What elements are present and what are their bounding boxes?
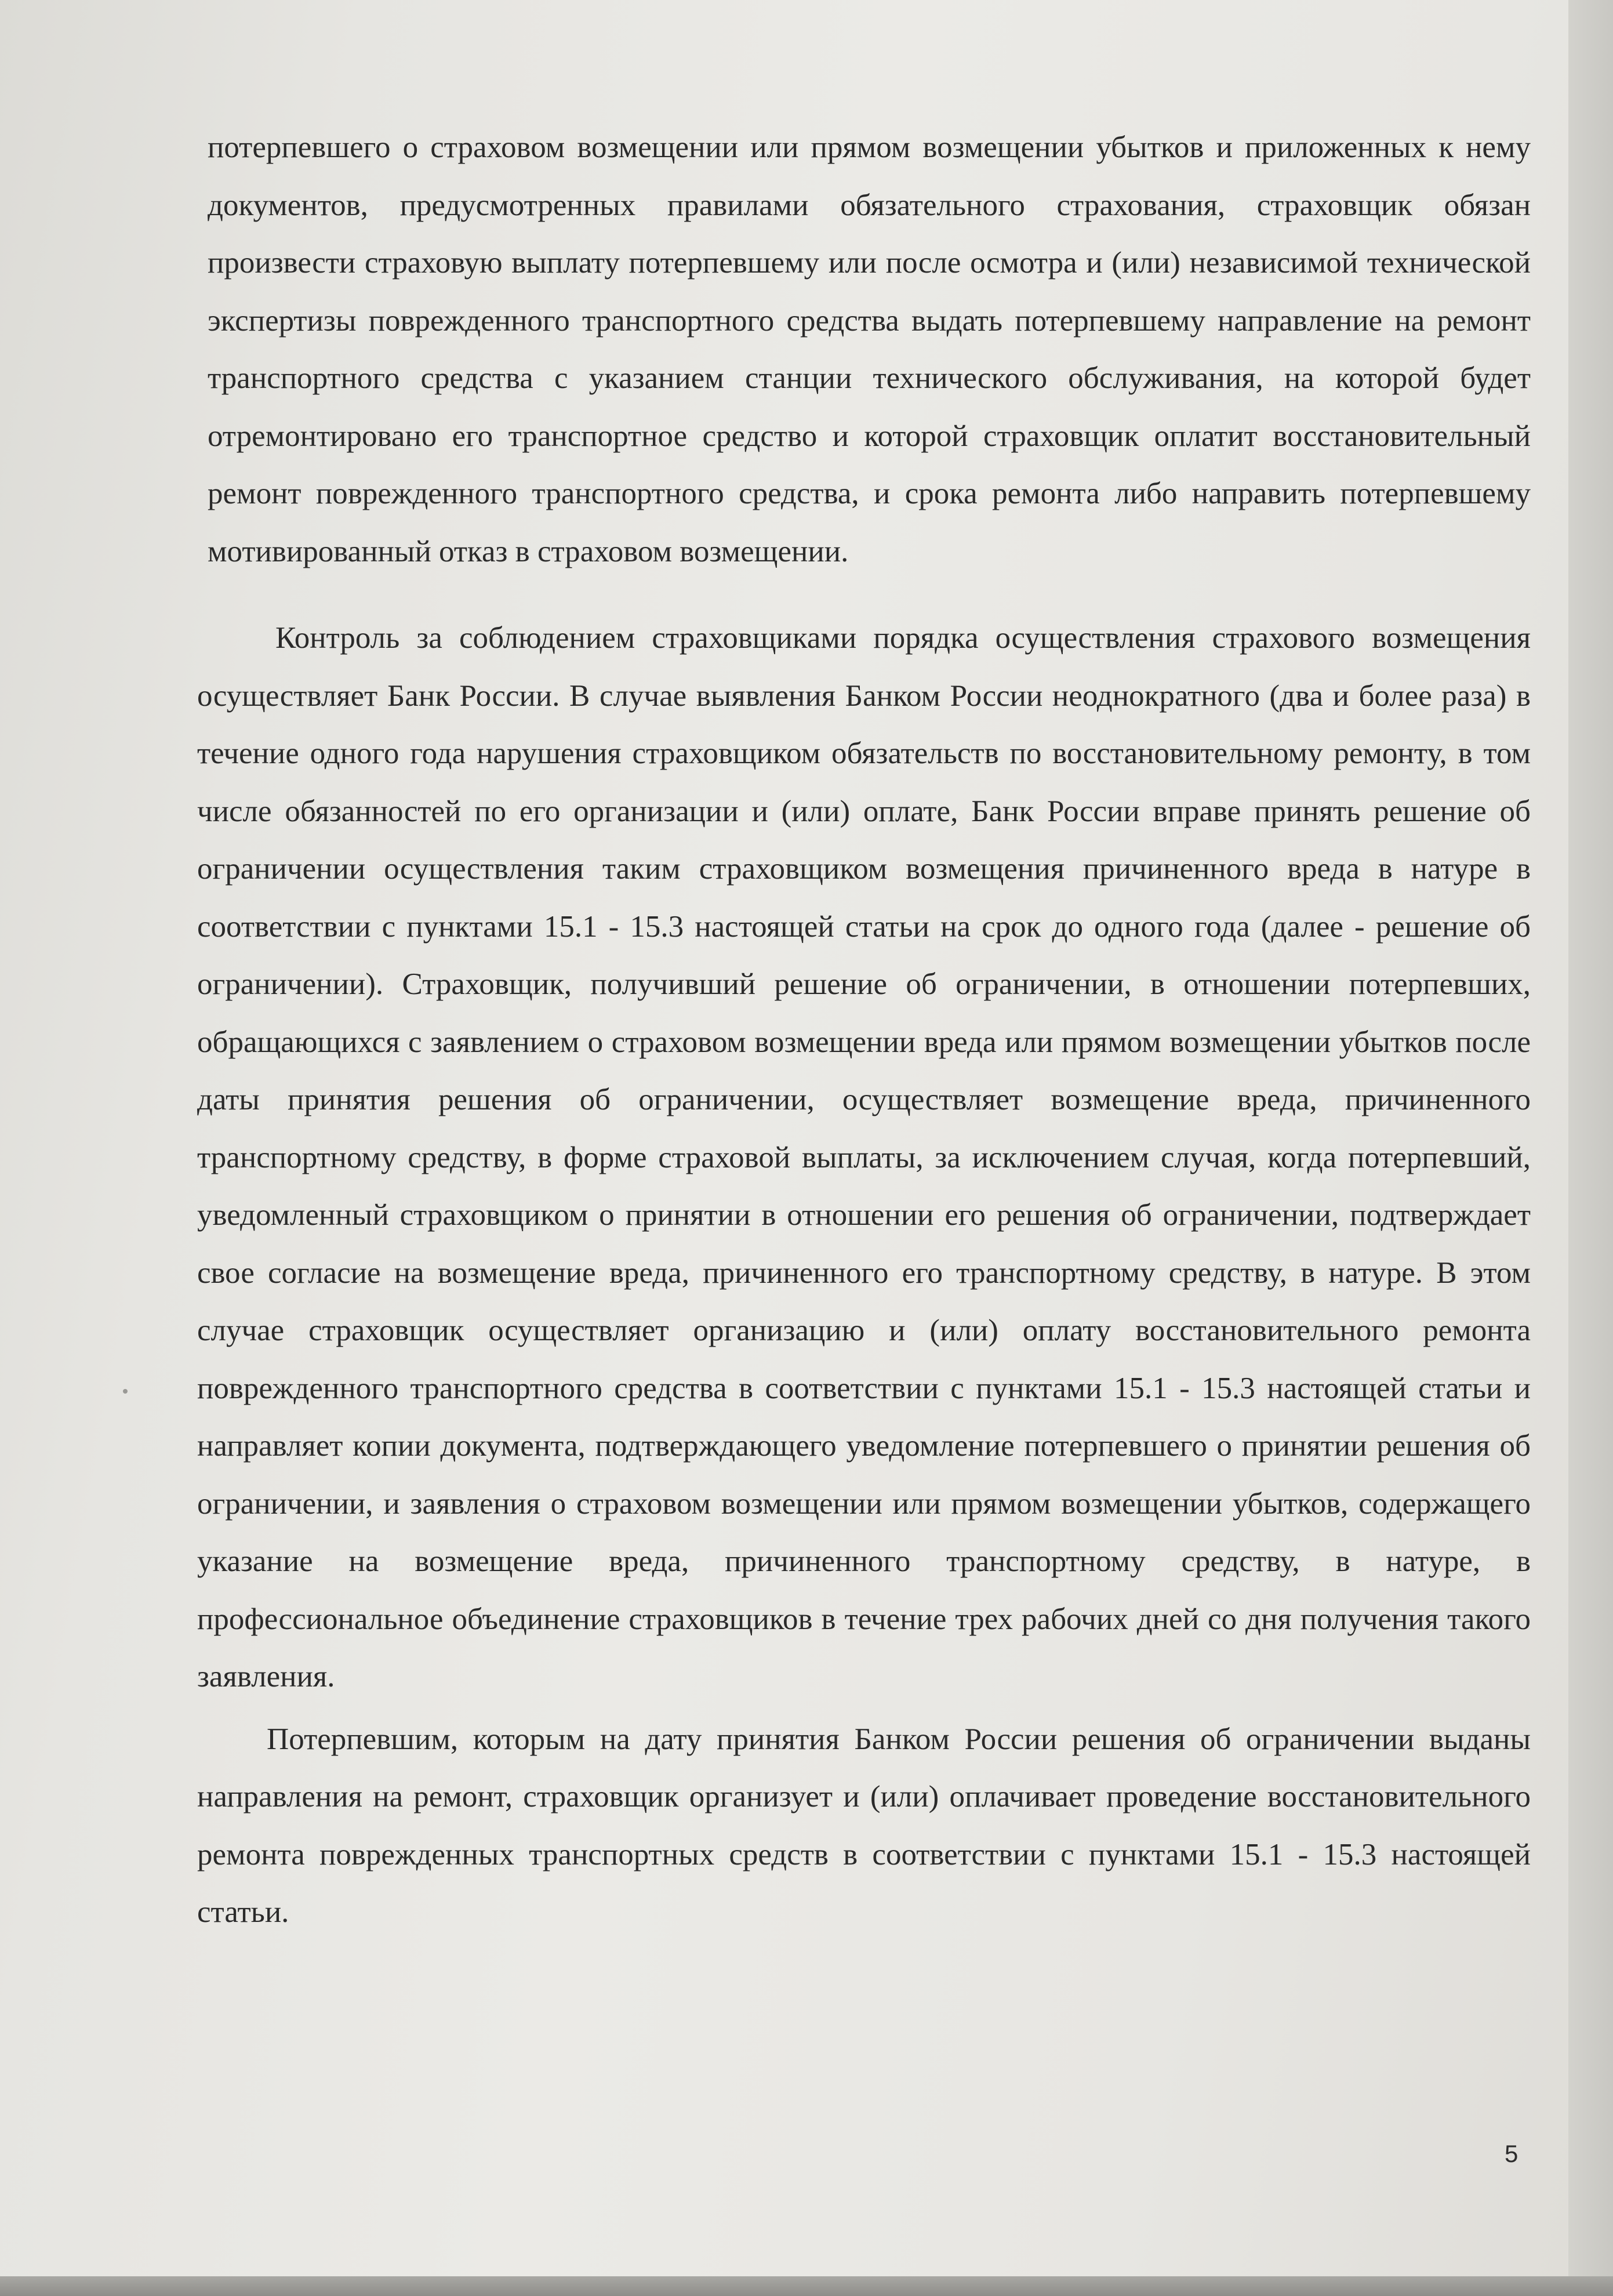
paragraph-continuation: потерпевшего о страховом возмещении или прямом возмещении убытков и приложенных к нему документов, предусмотренных правилами обязательного страхования, страховщик обязан произвести страховую выплату потерпевшему или после осмотра и (или) независимой технической экспертизы поврежденного транспортного средства выдать потерпевшему направление на ремонт транспортного средства с указанием станции технического обслуживания, на которой будет отремонтировано его транспортное средство и которой страховщик оплатит восстановительный ремонт поврежденного транспортного средства, и срока ремонта либо направить потерпевшему мотивированный отказ в страховом возмещении.: [208, 130, 1531, 568]
page-right-edge: [1568, 0, 1613, 2296]
paper-speck: [123, 1389, 128, 1394]
paragraph-victims-repair: Потерпевшим, которым на дату принятия Банком России решения об ограничении выданы направления на ремонт, страховщик организует и (или) оплачивает проведение восстановительного ремонта поврежденных транспортных средств в соответствии с пунктами 15.1 - 15.3 настоящей статьи.: [197, 1722, 1531, 1929]
paragraph-bank-control: Контроль за соблюдением страховщиками порядка осуществления страхового возмещения осуществляет Банк России. В случае выявления Банком России неоднократного (два и более раза) в течение одного года нарушения страховщиком обязательств по восстановительному ремонту, в том числе обязанностей по его организации и (или) оплате, Банк России вправе принять решение об ограничении осуществления таким страховщиком возмещения причиненного вреда в натуре в соответствии с пунктами 15.1 - 15.3 настоящей статьи на срок до одного года (далее - решение об ограничении). Страховщик, получивший решение об ограничении, в отношении потерпевших, обращающихся с заявлением о страховом возмещении вреда или прямом возмещении убытков после даты принятия решения об ограничении, осуществляет возмещение вреда, причиненного транспортному средству, в форме страховой выплаты, за исключением случая, когда потерпевший, уведомленный страховщиком о принятии в отношении его решения об ограничении, подтверждает свое согласие на возмещение вреда, причиненного его транспортному средству, в натуре. В этом случае страховщик осуществляет организацию и (или) оплату восстановительного ремонта поврежденного транспортного средства в соответствии с пунктами 15.1 - 15.3 настоящей статьи и направляет копии документа, подтверждающего уведомление потерпевшего о принятии решения об ограничении, и заявления о страховом возмещении или прямом возмещении убытков, содержащего указание на возмещение вреда, причиненного транспортному средству, в натуре, в профессиональное объединение страховщиков в течение трех рабочих дней со дня получения такого заявления.: [197, 621, 1531, 1693]
document-body: [197, 119, 1531, 1942]
page-bottom-edge: [0, 2276, 1613, 2296]
page-number: 5: [1505, 2140, 1518, 2167]
